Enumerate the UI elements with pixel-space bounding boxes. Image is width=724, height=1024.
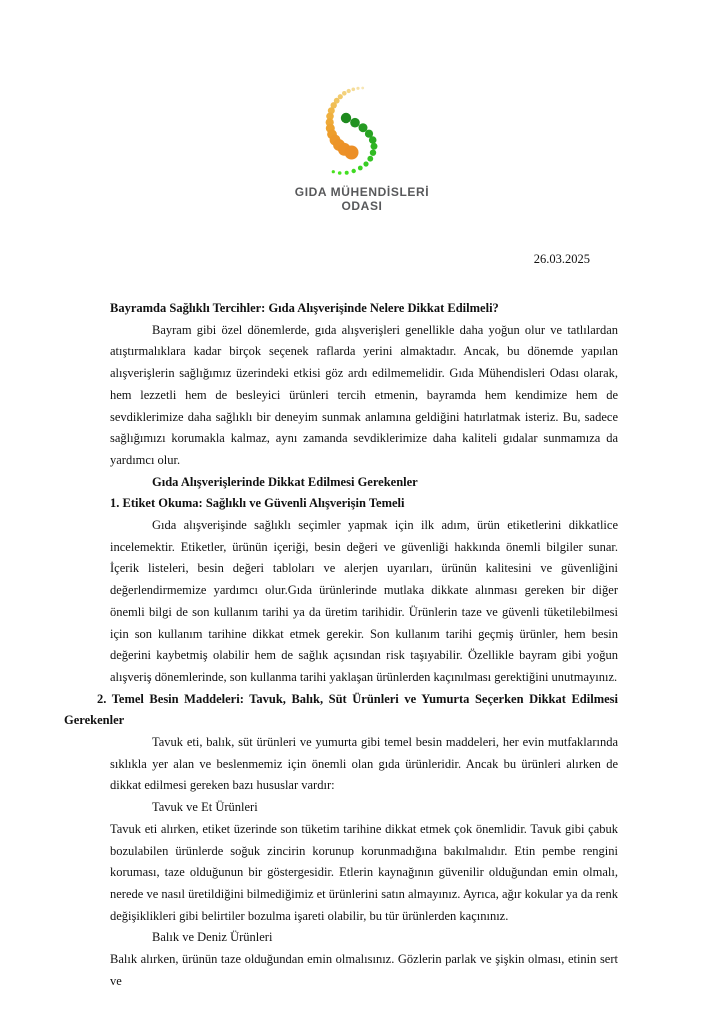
document-title: Bayramda Sağlıklı Tercihler: Gıda Alışverişinde Nelere Dikkat Edilmeli? [110,301,499,315]
organization-name-line2: ODASI [341,199,383,213]
document-date: 26.03.2025 [533,252,590,266]
heading-1-label-reading: 1. Etiket Okuma: Sağlıklı ve Güvenli Alışverişin Temeli [110,496,405,511]
organization-name [0,185,724,213]
paragraph-fish-seafood: Balık alırken, ürünün taze olduğundan emin olmalısınız. Gözlerin parlak ve şişkin olması, etinin sert ve [110,952,618,988]
organization-name-line1: GIDA MÜHENDİSLERİ [294,185,430,199]
subheading-chicken-meat: Tavuk ve Et Ürünleri [152,800,258,815]
paragraph-label-reading: Gıda alışverişinde sağlıklı seçimler yapmak için ilk adım, ürün etiketlerini dikkatlice incelemektir. Etiketler, ürünün içeriği, besin değeri ve güvenliği hakkında önemli bilgiler sunar. İçerik listeleri, besin değeri tabloları ve alerjen uyarıları, ürünün kalitesini ve güvenliğini değerlendirmemize yardımcı olur.Gıda ürünlerinde mutlaka dikkate alınması gereken bir diğer önemli bilgi de son kullanım tarihi ya da üretim tarihidir. Ürünlerin taze ve güvenli tüketilebilmesi için son kullanım tarihine dikkat etmek gerekir. Son kullanım tarihi geçmiş ürünler, hem besin değerini kaybetmiş olabilir hem de sağlık açısından risk taşıyabilir. Özellikle bayram gibi yoğun alışveriş dönemlerinde, son kullanma tarihi yaklaşan ürünlerden kaçınılması gerektiğini unutmayınız. [110,518,618,684]
heading-2-basic-foods: 2. Temel Besin Maddeleri: Tavuk, Balık, Süt Ürünleri ve Yumurta Seçerken Dikkat Edilmesi Gerekenler [64,691,618,728]
gida-muhendisleri-odasi-logo [306,84,406,184]
paragraph-chicken-meat: Tavuk eti alırken, etiket üzerinde son tüketim tarihine dikkat etmek çok önemlidir. Tavuk gibi çabuk bozulabilen ürünlerde soğuk zincirin korunup korunmadığına bakılmalıdır. Etin pembe rengini koruması, taze olduğunun bir göstergesidir. Etlerin kaynağının güvenilir olduğundan emin olmalı, nerede ve nasıl üretildiğini bilmediğimiz et ürünlerini satın almayınız. Ayrıca, ağır kokular ya da renk değişiklikleri gibi belirtiler bozulma işareti olabilir, bu tür ürünlerden kaçınınız. [110,821,618,923]
document-body [64,298,618,993]
paragraph-basic-foods: Tavuk eti, balık, süt ürünleri ve yumurta gibi temel besin maddeleri, her evin mutfaklarında sıklıkla yer alan ve beslenmemiz için önemli olan gıda ürünleridir. Ancak bu ürünleri alırken de dikkat edilmesi gereken bazı hususlar vardır: [110,735,618,793]
subheading-fish-seafood: Balık ve Deniz Ürünleri [152,930,273,945]
section-heading-shopping: Gıda Alışverişlerinde Dikkat Edilmesi Gerekenler [152,474,418,489]
dotted-s-spiral-icon [306,84,406,184]
paragraph-intro: Bayram gibi özel dönemlerde, gıda alışverişleri genellikle daha yoğun olur ve tatlılardan atıştırmalıklara kadar birçok seçenek raflarda yerini almaktadır. Ancak, bu dönemde yapılan alışverişlerin sağlığımız üzerindeki etkisi göz ardı edilmemelidir. Gıda Mühendisleri Odası olarak, hem lezzetli hem de besleyici ürünleri tercih etmenin, bayramda hem kendimize hem de sevdiklerimize daha sağlıklı bir deneyim sunmak anlamına geldiğini hatırlatmak isteriz. Bu, sadece sağlığımızı korumakla kalmaz, aynı zamanda sevdiklerimize daha kaliteli gıdalar sunmamıza da yardımcı olur. [110,322,618,467]
